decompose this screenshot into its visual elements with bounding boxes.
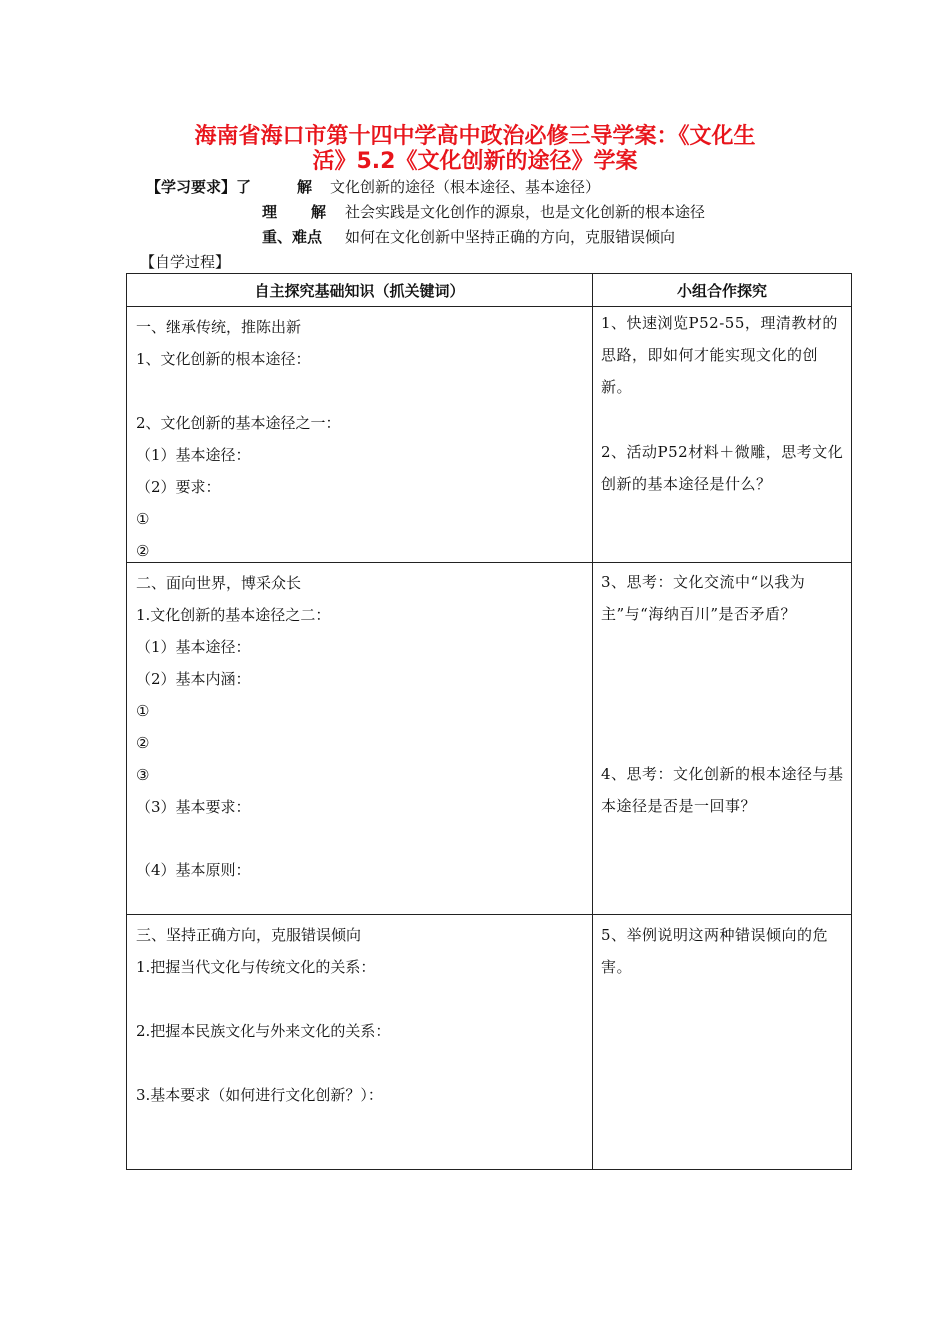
table-row xyxy=(127,915,852,1170)
section-2-left xyxy=(127,563,593,915)
key-difficulty-text: 如何在文化创新中坚持正确的方向，克服错误倾向 xyxy=(345,228,676,246)
list-item: 1、文化创新的根本途径： xyxy=(136,350,311,368)
understand-label-1: 理 xyxy=(262,203,278,221)
question-item: 5、举例说明这两种错误倾向的危害。 xyxy=(601,926,829,976)
section-1-right xyxy=(593,307,852,563)
key-difficulty-label: 重、难点 xyxy=(262,228,323,246)
understand-label-2: 解 xyxy=(311,203,327,221)
list-item: ② xyxy=(136,734,150,752)
header-group-study: 小组合作探究 xyxy=(593,274,852,307)
list-item: ① xyxy=(136,510,150,528)
list-item: （2）基本内涵： xyxy=(136,670,251,688)
study-table xyxy=(126,273,852,1170)
table-row xyxy=(127,307,852,563)
list-item: ② xyxy=(136,542,150,560)
section-3-right xyxy=(593,915,852,1170)
section-1-left xyxy=(127,307,593,563)
header-self-study: 自主探究基础知识（抓关键词） xyxy=(127,274,593,307)
list-item: 1.文化创新的基本途径之二： xyxy=(136,606,331,624)
list-item: 二、面向世界，博采众长 xyxy=(136,574,302,592)
section-3-left xyxy=(127,915,593,1170)
question-item: 3、思考：文化交流中“以我为主”与“海纳百川”是否矛盾？ xyxy=(601,573,806,623)
know-text: 文化创新的途径（根本途径、基本途径） xyxy=(330,178,601,196)
process-label: 【自学过程】 xyxy=(140,253,231,271)
section-2-right xyxy=(593,563,852,915)
list-item: （1）基本途径： xyxy=(136,638,251,656)
question-item: 4、思考：文化创新的根本途径与基本途径是否是一回事？ xyxy=(601,765,844,815)
know-label: 解 xyxy=(297,178,313,196)
list-item: 3.基本要求（如何进行文化创新？）： xyxy=(136,1086,383,1104)
list-item: 2.把握本民族文化与外来文化的关系： xyxy=(136,1022,391,1040)
table-header-row xyxy=(127,274,852,307)
list-item: 2、文化创新的基本途径之一： xyxy=(136,414,341,432)
list-item: （1）基本途径： xyxy=(136,446,251,464)
question-item: 1、快速浏览P52-55，理清教材的思路，即如何才能实现文化的创新。 xyxy=(601,314,838,396)
document-title-line-2: 活》5.2《文化创新的途径》学案 xyxy=(312,149,638,174)
list-item: （2）要求： xyxy=(136,478,221,496)
understand-text: 社会实践是文化创作的源泉，也是文化创新的根本途径 xyxy=(345,203,706,221)
list-item: ① xyxy=(136,702,150,720)
table-row xyxy=(127,563,852,915)
document-title-line-1: 海南省海口市第十四中学高中政治必修三导学案：《文化生 xyxy=(194,124,756,149)
list-item: （3）基本要求： xyxy=(136,798,251,816)
question-item: 2、活动P52材料＋微雕，思考文化创新的基本途径是什么？ xyxy=(601,443,844,493)
requirements-label: 【学习要求】了 xyxy=(146,178,252,196)
list-item: （4）基本原则： xyxy=(136,861,251,879)
list-item: 三、坚持正确方向，克服错误倾向 xyxy=(136,926,362,944)
list-item: 一、继承传统，推陈出新 xyxy=(136,318,302,336)
list-item: 1.把握当代文化与传统文化的关系： xyxy=(136,958,376,976)
list-item: ③ xyxy=(136,766,150,784)
